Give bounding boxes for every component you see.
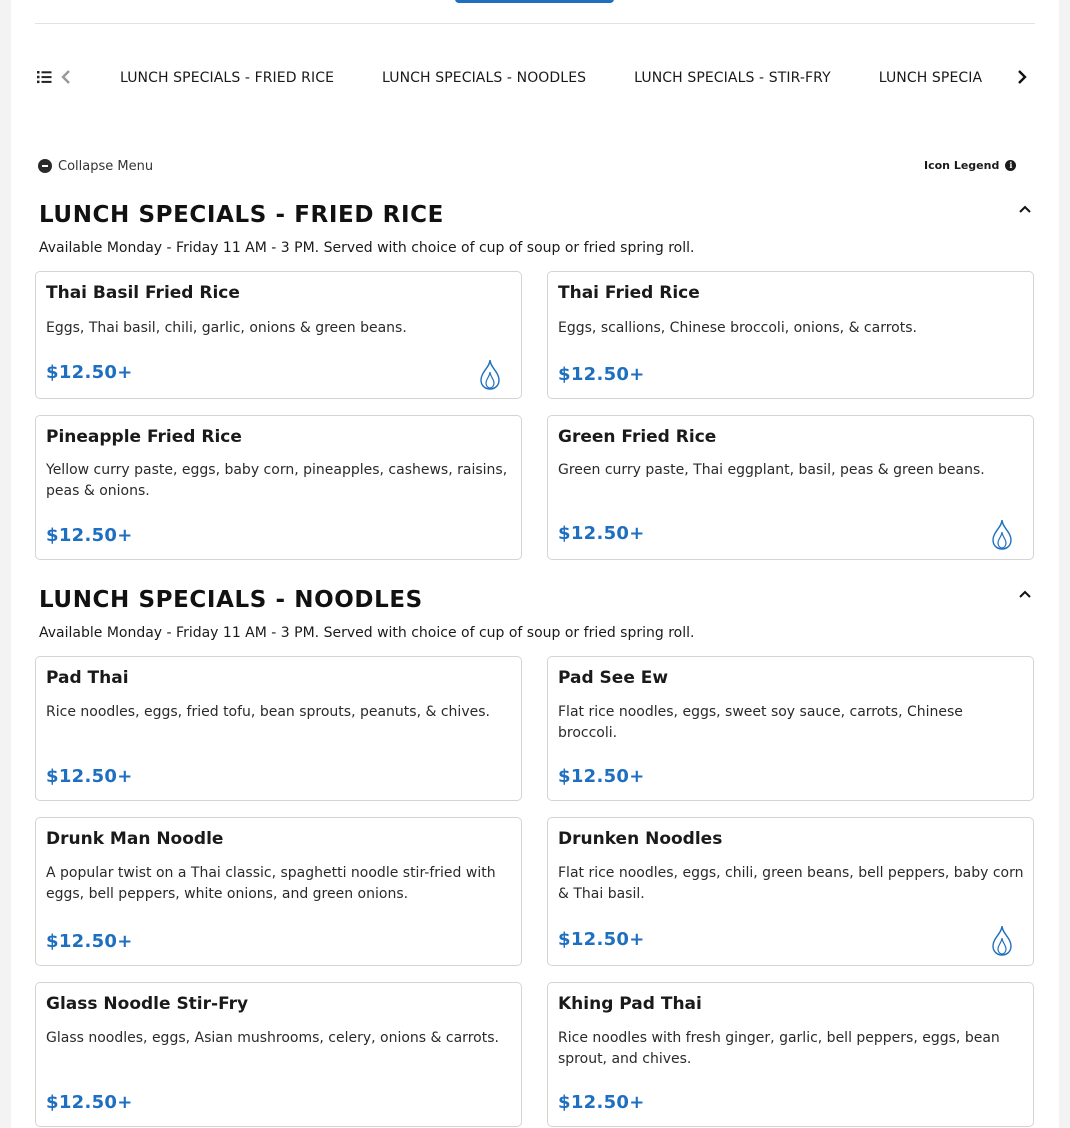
tab-stir-fry[interactable]: LUNCH SPECIALS - STIR-FRY [634,70,831,86]
tab-fried-rice[interactable]: LUNCH SPECIALS - FRIED RICE [120,70,335,86]
item-description: Rice noodles with fresh ginger, garlic, bell peppers, eggs, bean sprout, and chives. [558,1030,1000,1067]
menu-item-card[interactable] [547,271,1034,399]
tab-noodles[interactable]: LUNCH SPECIALS - NOODLES [382,70,587,86]
category-nav [35,56,1035,100]
menu-item-card[interactable] [35,656,522,801]
item-name: Glass Noodle Stir-Fry [46,994,249,1014]
item-name: Thai Basil Fried Rice [46,283,240,303]
chevron-left-icon[interactable] [59,68,73,86]
chevron-up-icon[interactable] [1018,204,1032,214]
item-description: Yellow curry paste, eggs, baby corn, pineapples, cashews, raisins, peas & onions. [46,462,508,499]
item-description: Flat rice noodles, eggs, chili, green beans, bell peppers, baby corn & Thai basil. [558,865,1024,902]
item-price: $12.50+ [46,525,133,546]
item-price: $12.50+ [558,1092,645,1113]
item-description: Flat rice noodles, eggs, sweet soy sauce, carrots, Chinese broccoli. [558,704,963,741]
spicy-flame-icon [477,358,503,390]
menu-item-card[interactable] [35,415,522,560]
top-divider [35,0,1035,24]
menu-item-card[interactable] [35,817,522,966]
item-description: Glass noodles, eggs, Asian mushrooms, celery, onions & carrots. [46,1030,499,1046]
chevron-right-icon[interactable] [1015,68,1029,86]
item-name: Drunk Man Noodle [46,829,224,849]
list-icon[interactable] [37,70,53,84]
item-price: $12.50+ [46,1092,133,1113]
item-description: A popular twist on a Thai classic, spaghetti noodle stir-fried with eggs, bell peppers, white onions, and green onions. [46,865,496,902]
item-name: Green Fried Rice [558,427,717,447]
menu-item-card[interactable] [547,656,1034,801]
icon-legend-label: Icon Legend [924,158,1000,172]
item-name: Thai Fried Rice [558,283,700,303]
item-price: $12.50+ [46,931,133,952]
category-tabs [95,56,995,100]
menu-item-card[interactable] [547,415,1034,560]
menu-item-card[interactable] [547,817,1034,966]
tab-lunch-specials-more[interactable]: LUNCH SPECIA [878,70,983,86]
info-icon: i [1005,160,1016,171]
menu-item-card[interactable] [547,982,1034,1127]
order-button[interactable] [455,0,614,3]
minus-circle-icon [38,159,52,173]
chevron-up-icon[interactable] [1018,589,1032,599]
section-description: Available Monday - Friday 11 AM - 3 PM. Served with choice of cup of soup or fried spring roll. [39,240,695,256]
item-name: Khing Pad Thai [558,994,702,1014]
item-description: Eggs, scallions, Chinese broccoli, onions, & carrots. [558,320,917,336]
item-description: Rice noodles, eggs, fried tofu, bean sprouts, peanuts, & chives. [46,704,490,720]
spicy-flame-icon [989,924,1015,956]
item-name: Pineapple Fried Rice [46,427,242,447]
item-price: $12.50+ [558,364,645,385]
spicy-flame-icon [989,518,1015,550]
section-title-noodles: LUNCH SPECIALS - NOODLES [39,587,423,613]
menu-item-card[interactable] [35,271,522,399]
item-name: Drunken Noodles [558,829,723,849]
item-price: $12.50+ [558,766,645,787]
item-description: Green curry paste, Thai eggplant, basil, peas & green beans. [558,462,985,478]
item-description: Eggs, Thai basil, chili, garlic, onions & green beans. [46,320,407,336]
section-title-fried-rice: LUNCH SPECIALS - FRIED RICE [39,202,444,228]
item-name: Pad Thai [46,668,129,688]
item-price: $12.50+ [558,929,645,950]
menu-page [11,0,1059,1128]
icon-legend-button[interactable] [924,157,1016,173]
item-price: $12.50+ [558,523,645,544]
item-price: $12.50+ [46,766,133,787]
section-description: Available Monday - Friday 11 AM - 3 PM. Served with choice of cup of soup or fried spring roll. [39,625,695,641]
item-name: Pad See Ew [558,668,669,688]
collapse-menu-label: Collapse Menu [58,158,154,174]
collapse-menu-button[interactable] [38,157,153,175]
menu-item-card[interactable] [35,982,522,1127]
item-price: $12.50+ [46,362,133,383]
